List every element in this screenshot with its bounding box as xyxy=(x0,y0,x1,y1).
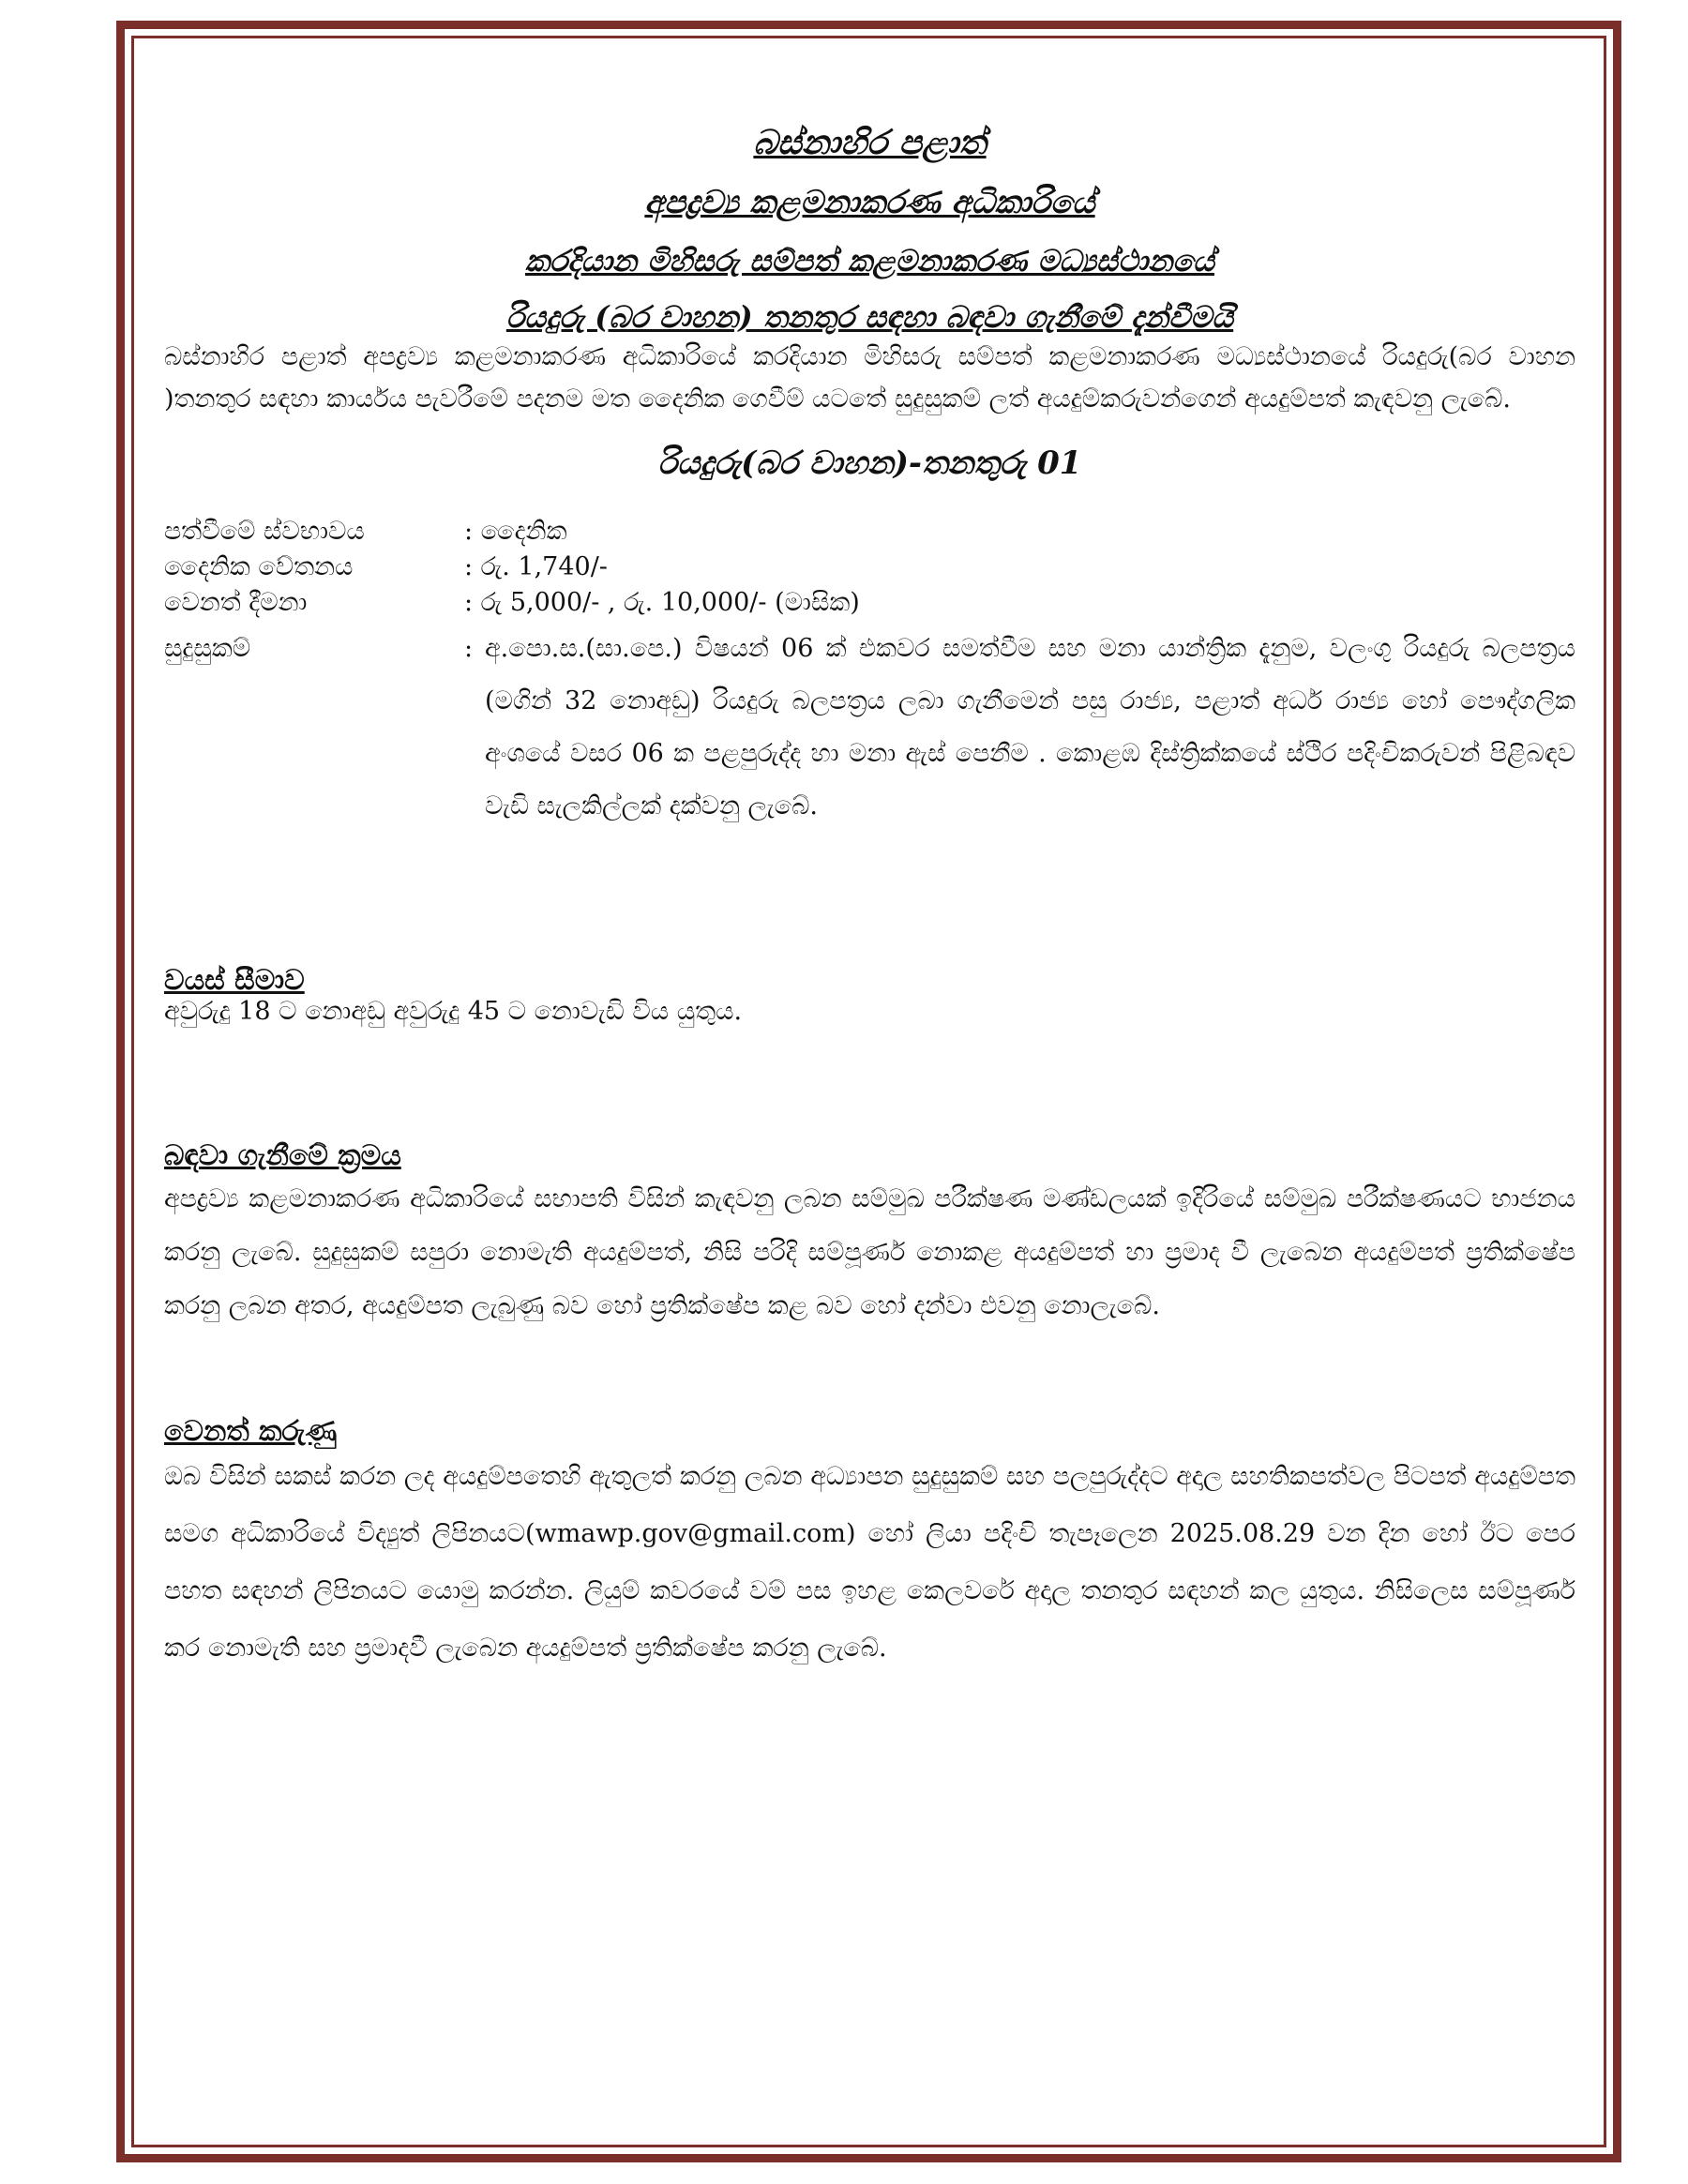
detail-value: : රු. 1,740/- xyxy=(464,551,608,581)
detail-label: පත්වීමේ ස්වභාවය xyxy=(164,516,365,546)
details-list xyxy=(164,514,1575,833)
qualifications-colon: : xyxy=(464,633,474,663)
detail-row xyxy=(164,550,1575,585)
detail-value: : රු 5,000/- , රු. 10,000/- (මාසික) xyxy=(464,587,860,617)
header-notice-title: රියදුරු (බර වාහන) තනතුර සඳහා බඳවා ගැනීමේ දැන්වීමයි xyxy=(505,298,1234,335)
post-title: රියදුරු(බර වාහන)-තනතුරු 01 xyxy=(657,444,1082,482)
header-province: බස්නාහිර පළාත් xyxy=(753,123,987,162)
intro-paragraph: බස්නාහිර පළාත් අපද්‍රව්‍ය කළමනාකරණ අධිකාරියේ කරදියාන මිහිසරු සම්පත් කළමනාකරණ මධ්‍යස්ථානයේ රියදුරු(බර වාහන )තනතුර සඳහා කාර්යය පැවරීමේ පදනම මත දෛනික ගෙවීම් යටතේ සුදුසුකම් ලත් අයදුම්කරුවන්ගෙන් අයදුම්පත් කැඳවනු ලැබේ. xyxy=(164,341,1575,414)
selection-method-text: අපද්‍රව්‍ය කළමනාකරණ අධිකාරියේ සභාපති විසින් කැඳවනු ලබන සම්මුඛ පරීක්ෂණ මණ්ඩලයක් ඉදිරියේ සම්මුඛ පරීක්ෂණයට භාජනය කරනු ලැබේ. සුදුසුකම් සපුරා නොමැති අයදුම්පත්, නිසි පරිදි සම්පූර්ණ නොකළ අයදුම්පත් හා ප්‍රමාද වී ලැබෙන අයදුම්පත් ප්‍රතික්ෂේප කරනු ලබන අතර, අයදුම්පත ලැබුණු බව හෝ ප්‍රතික්ෂේප කළ බව හෝ දන්වා එවනු නොලැබේ. xyxy=(164,1183,1575,1320)
detail-row xyxy=(164,585,1575,621)
other-matters-text: ඔබ විසින් සකස් කරන ලද අයදුම්පතෙහි ඇතුලත් කරනු ලබන අධ්‍යාපන සුදුසුකම් සහ පලපුරුද්දට අදාල සහතිකපත්වල පිටපත් අයදුම්පත සමග අධිකාරියේ විද්‍යුත් ලිපිනයට(wmawp.gov@gmail.com) හෝ ලියා පදිංචි තැපෑලෙන 2025.08.29 වන දින හෝ ඊට පෙර පහත සඳහන් ලිපිනයට යොමු කරන්න. ලියුම් කවරයේ වම් පස ඉහළ කෙලවරේ අදාල තනතුර සඳහන් කල යුතුය. නිසිලෙස සම්පූර්ණ කර නොමැති සහ ප්‍රමාදවී ලැබෙන අයදුම්පත් ප්‍රතික්ෂේප කරනු ලැබේ. xyxy=(164,1461,1575,1663)
qualifications-row xyxy=(164,623,1575,833)
detail-label: වෙනත් දීමනා xyxy=(164,587,308,617)
header-authority: අපද්‍රව්‍ය කළමනාකරණ අධිකාරියේ xyxy=(644,184,1095,221)
qualifications-label: සුදුසුකම් xyxy=(164,633,251,663)
detail-label: දෛනික වේතනය xyxy=(164,551,354,581)
notice-content xyxy=(164,113,1575,1677)
qualifications-text: අ.පො.ස.(සා.පෙ.) විෂයන් 06 ක් එකවර සමත්වීම සහ මනා යාන්ත්‍රික දැනුම, වලංගු රියදුරු බලපත්‍රය (මගින් 32 නොඅඩු) රියදුරු බලපත්‍රය ලබා ගැනීමෙන් පසු රාජ්‍ය, පළාත් අර්ධ රාජ්‍ය හෝ පෞද්ගලික අංශයේ වසර 06 ක පළපුරුද්ද හා මනා ඇස් පෙනීම . කොළඹ දිස්ත්‍රික්කයේ ස්ථිර පදිංචිකරුවන් පිළිබඳව වැඩි සැලකිල්ලක් දක්වනු ලැබේ. xyxy=(485,633,1575,821)
age-limit-text: අවුරුදු 18 ට නොඅඩු අවුරුදු 45 ට නොවැඩි විය යුතුය. xyxy=(164,996,743,1026)
detail-value: : දෛනික xyxy=(464,516,567,546)
header-centre: කරදියාන මිහිසරු සම්පත් කළමනාකරණ මධ්‍යස්ථානයේ xyxy=(525,242,1214,279)
other-matters-heading: වෙනත් කරුණු xyxy=(164,1414,338,1448)
age-limit-heading: වයස් සීමාව xyxy=(164,963,305,997)
selection-method-heading: බඳවා ගැනීමේ ක්‍රමය xyxy=(164,1138,401,1172)
detail-row xyxy=(164,514,1575,550)
